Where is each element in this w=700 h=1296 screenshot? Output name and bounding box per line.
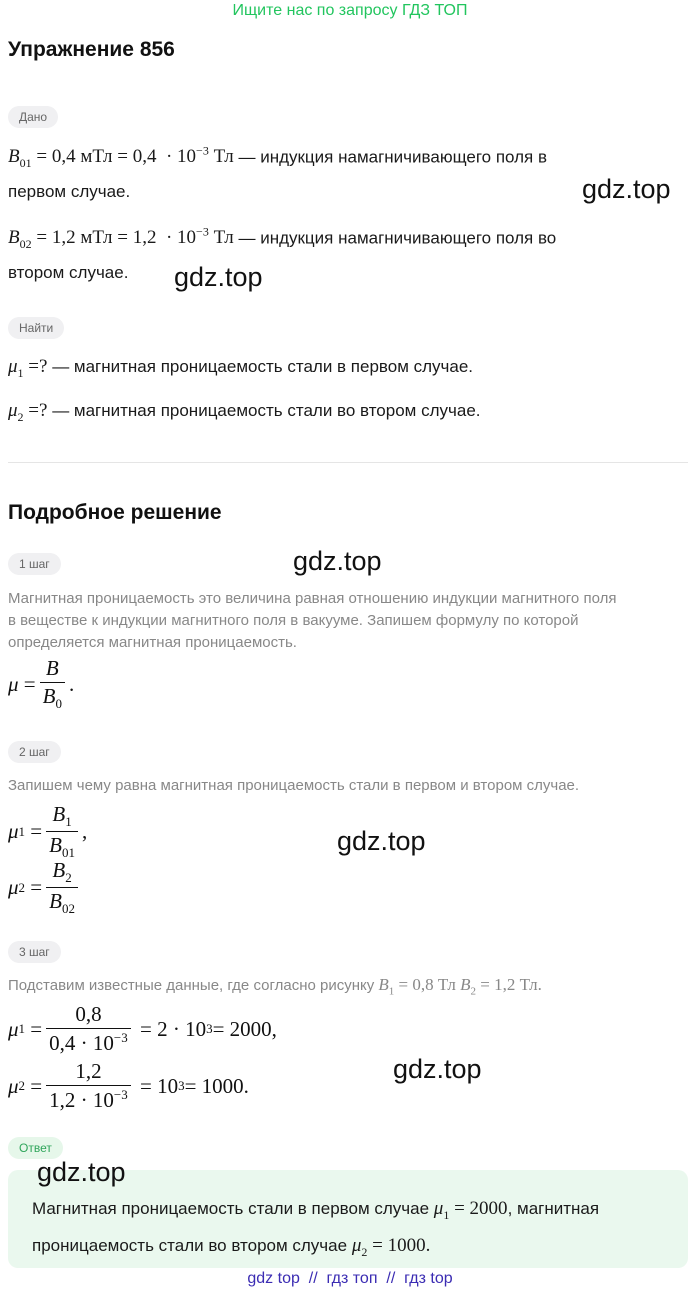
watermark: gdz.top (174, 262, 263, 292)
watermark: gdz.top (293, 546, 382, 576)
step-3-text: Подставим известные данные, где согласно рисунку (8, 977, 375, 994)
given-line-2-continued: втором случае. (8, 263, 129, 282)
step-2-text-1: Запишем чему равна магнитная проницаемость стали в первом и втором случае. (8, 777, 580, 794)
footer-links[interactable]: gdz top // гдз топ // гдз top (247, 1270, 453, 1287)
answer-mu2: $\mu_2 = 1000$. (351, 1235, 431, 1259)
find-section-label (8, 317, 64, 339)
step-1-label (8, 553, 61, 575)
find-formula-1: $\mu_1$ =? (8, 356, 48, 380)
find-text-1: — магнитная проницаемость стали в первом случае. (52, 357, 474, 376)
step-1-text-1: Магнитная проницаемость это величина равная отношению индукции магнитного поля (8, 590, 617, 607)
answer-text-1-end: , магнитная (507, 1199, 600, 1218)
step-1-chip: 1 шаг (8, 553, 61, 575)
given-line-1-continued: первом случае. (8, 182, 131, 201)
step-3-text-1 (8, 974, 542, 1002)
given-text-2: — индукция намагничивающего поля во (238, 228, 557, 248)
formula-mu1-calc: μ 1 = $\frac{0,8}{0,4 \cdot 10^{-3}}$ = 2 · 10 3 = 2000, (8, 1002, 277, 1055)
find-text-2: — магнитная проницаемость стали во втором случае. (52, 401, 481, 420)
solution-title: Подробное решение (8, 501, 222, 524)
page-title: Упражнение 856 (8, 38, 175, 61)
step-3-values: $B_1 = 0,8$ Тл $B_2 = 1,2$ Тл. (378, 975, 542, 998)
given-formula-1: $B_{01} = 0,4$ мТл = $0,4 \cdot 10^{-3}$ Тл (8, 144, 234, 171)
watermark: gdz.top (37, 1157, 126, 1187)
step-1-text-2: в веществе к индукции магнитного поля в вакууме. Запишем формулу по которой (8, 612, 579, 629)
answer-line-2 (32, 1235, 430, 1260)
step-1-text-3: определяется магнитная проницаемость. (8, 634, 297, 651)
answer-text-1: Магнитная проницаемость стали в первом случае (32, 1199, 430, 1218)
fraction-b1-over-b01: $\frac{B_1}{B_{01}}$ (46, 802, 78, 861)
watermark: gdz.top (393, 1054, 482, 1084)
watermark: gdz.top (582, 174, 671, 204)
step-3-label (8, 941, 61, 963)
find-line-2 (8, 400, 481, 425)
search-banner: Ищите нас по запросу ГДЗ ТОП (232, 2, 468, 19)
fraction-mu1-calc: $\frac{0,8}{0,4 \cdot 10^{-3}}$ (46, 1002, 131, 1056)
given-text-1: — индукция намагничивающего поля в (238, 147, 547, 167)
given-section-label (8, 106, 58, 128)
given-line-2 (8, 225, 556, 252)
answer-line-1 (32, 1198, 599, 1223)
answer-mu1: $\mu_1 = 2000$ (433, 1198, 508, 1222)
fraction-mu2-calc: $\frac{1,2}{1,2 \cdot 10^{-3}}$ (46, 1059, 131, 1113)
step-2-chip: 2 шаг (8, 741, 61, 763)
formula-mu1: μ 1 = $\frac{B_1}{B_{01}}$ , (8, 802, 88, 861)
step-2-label (8, 741, 61, 763)
formula-mu2-calc: μ 2 = $\frac{1,2}{1,2 \cdot 10^{-3}}$ = 10 3 = 1000. (8, 1059, 249, 1112)
section-divider (8, 462, 688, 463)
fraction-b-over-b0: $\frac{B}{B_0}$ (40, 656, 65, 712)
find-chip: Найти (8, 317, 64, 339)
fraction-b2-over-b02: $\frac{B_2}{B_{02}}$ (46, 858, 78, 917)
formula-mu2: μ 2 = $\frac{B_2}{B_{02}}$ (8, 858, 82, 917)
watermark: gdz.top (337, 826, 426, 856)
answer-chip: Ответ (8, 1137, 63, 1159)
formula-mu-definition: μ = $\frac{B}{B_0}$ . (8, 656, 75, 712)
answer-label (8, 1137, 63, 1159)
given-chip: Дано (8, 106, 58, 128)
find-line-1 (8, 356, 473, 381)
answer-text-2: проницаемость стали во втором случае (32, 1236, 348, 1255)
given-formula-2: $B_{02} = 1,2$ мТл = $1,2 \cdot 10^{-3}$ Тл (8, 225, 234, 252)
step-3-chip: 3 шаг (8, 941, 61, 963)
find-formula-2: $\mu_2$ =? (8, 400, 48, 424)
given-line-1 (8, 144, 547, 171)
